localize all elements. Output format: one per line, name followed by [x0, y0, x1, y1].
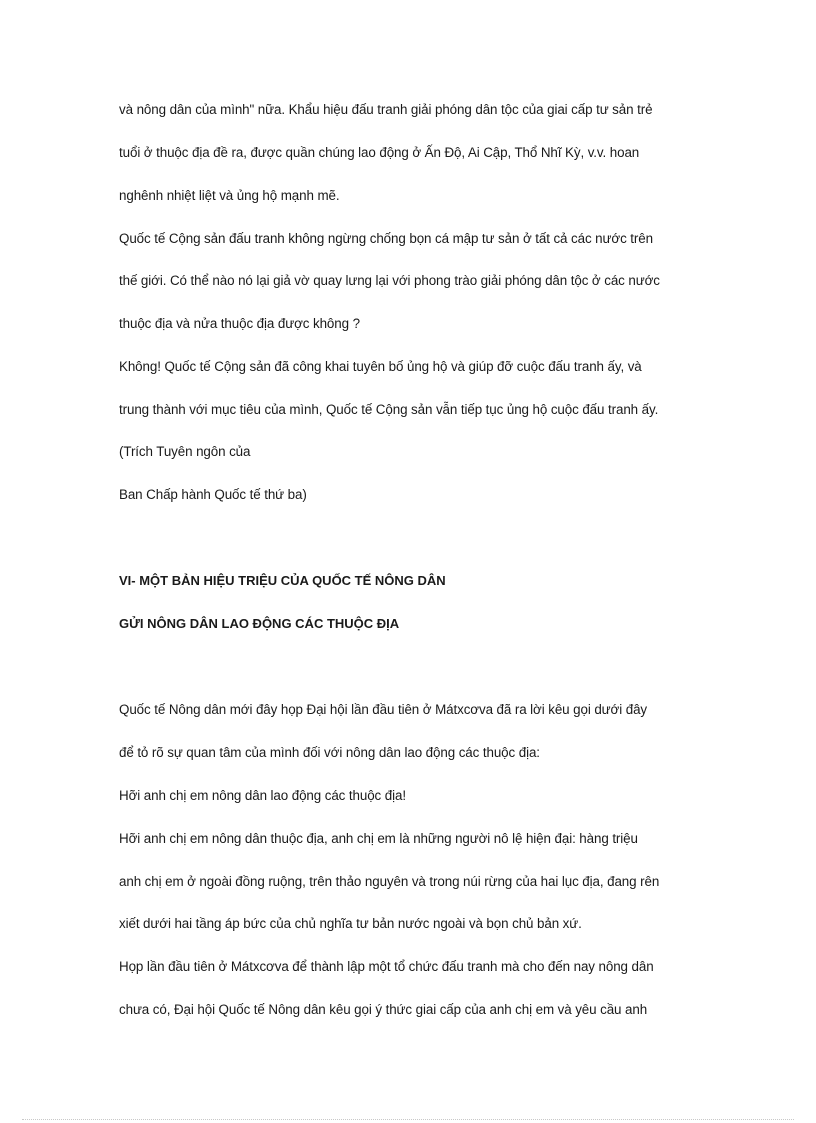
page-bottom-rule [22, 1119, 794, 1120]
paragraph-line: Không! Quốc tế Cộng sản đã công khai tuyên bố ủng hộ và giúp đỡ cuộc đấu tranh ấy, và [119, 359, 642, 374]
paragraph-line: anh chị em ở ngoài đồng ruộng, trên thảo nguyên và trong núi rừng của hai lục địa, đang rên [119, 874, 660, 889]
section-subheading: GỬI NÔNG DÂN LAO ĐỘNG CÁC THUỘC ĐỊA [119, 616, 400, 631]
paragraph-line: Họp lần đầu tiên ở Mátxcơva để thành lập một tổ chức đấu tranh mà cho đến nay nông dân [119, 959, 654, 974]
paragraph-line: xiết dưới hai tầng áp bức của chủ nghĩa tư bản nước ngoài và bọn chủ bản xứ. [119, 916, 582, 931]
paragraph-line: nghênh nhiệt liệt và ủng hộ mạnh mẽ. [119, 188, 340, 203]
paragraph-line: Hỡi anh chị em nông dân lao động các thuộc địa! [119, 788, 406, 803]
citation-line: Ban Chấp hành Quốc tế thứ ba) [119, 487, 307, 502]
paragraph-line: Quốc tế Nông dân mới đây họp Đại hội lần đầu tiên ở Mátxcơva đã ra lời kêu gọi dưới đây [119, 702, 648, 717]
paragraph-line: chưa có, Đại hội Quốc tế Nông dân kêu gọi ý thức giai cấp của anh chị em và yêu cầu anh [119, 1002, 648, 1017]
paragraph-line: thuộc địa và nửa thuộc địa được không ? [119, 316, 360, 331]
paragraph-line: tuổi ở thuộc địa đề ra, được quần chúng lao động ở Ấn Độ, Ai Cập, Thổ Nhĩ Kỳ, v.v. hoan [119, 145, 640, 160]
paragraph-line: thế giới. Có thể nào nó lại giả vờ quay lưng lại với phong trào giải phóng dân tộc ở các nước [119, 273, 660, 288]
paragraph-line: Quốc tế Cộng sản đấu tranh không ngừng chống bọn cá mập tư sản ở tất cả các nước trên [119, 231, 653, 246]
paragraph-line: Hỡi anh chị em nông dân thuộc địa, anh chị em là những người nô lệ hiện đại: hàng triệu [119, 831, 638, 846]
paragraph-line: và nông dân của mình" nữa. Khẩu hiệu đấu tranh giải phóng dân tộc của giai cấp tư sản trẻ [119, 102, 653, 117]
paragraph-line: trung thành với mục tiêu của mình, Quốc tế Cộng sản vẫn tiếp tục ủng hộ cuộc đấu tranh ấy. [119, 402, 659, 417]
citation-line: (Trích Tuyên ngôn của [119, 444, 251, 459]
section-heading: VI- MỘT BẢN HIỆU TRIỆU CỦA QUỐC TẾ NÔNG DÂN [119, 573, 446, 588]
paragraph-line: để tỏ rõ sự quan tâm của mình đối với nông dân lao động các thuộc địa: [119, 745, 540, 760]
